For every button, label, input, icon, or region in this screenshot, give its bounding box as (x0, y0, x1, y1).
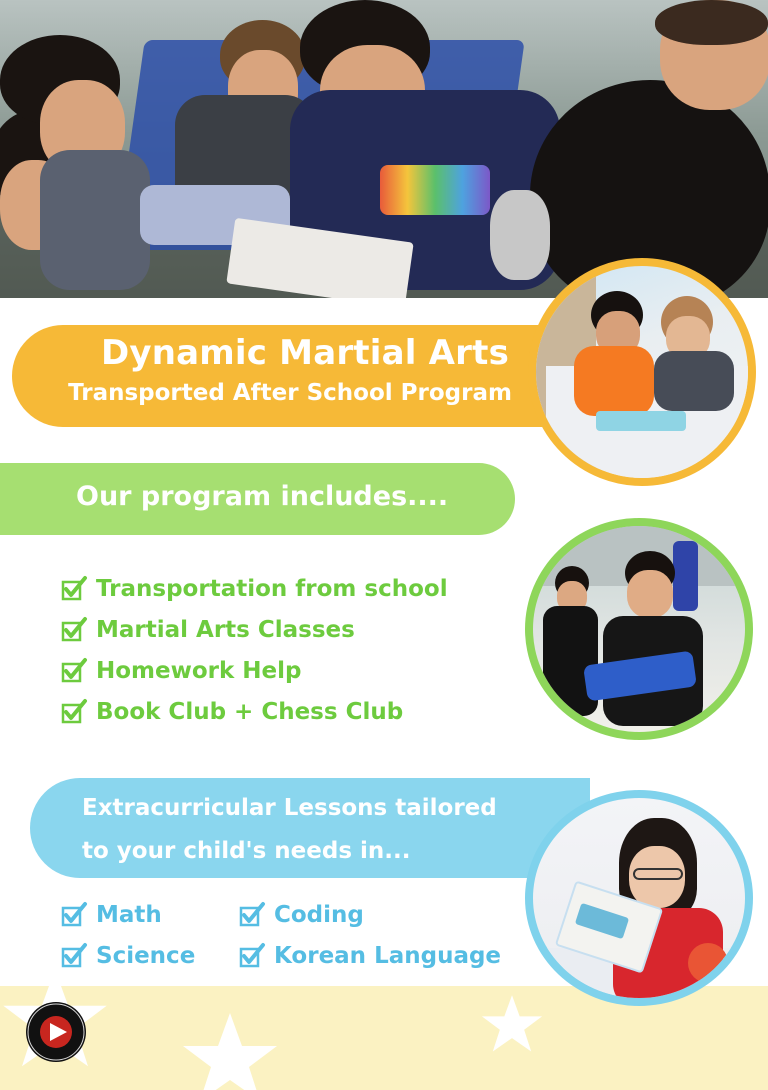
program-item-label: Homework Help (96, 657, 302, 684)
star-icon (180, 1008, 280, 1090)
extracurricular-list-b (238, 894, 501, 976)
page-title: Dynamic Martial Arts (100, 333, 510, 373)
program-list (60, 568, 448, 732)
list-item (60, 894, 195, 935)
school-logo (26, 1002, 86, 1062)
checkbox-check-icon (60, 575, 88, 603)
checkbox-check-icon (60, 901, 88, 929)
page-subtitle: Transported After School Program (68, 380, 512, 406)
program-item-label: Transportation from school (96, 575, 448, 602)
lesson-label: Coding (274, 901, 364, 928)
list-item (238, 894, 501, 935)
photo-girl-reading (525, 790, 753, 1006)
checkbox-check-icon (60, 657, 88, 685)
lesson-label: Science (96, 942, 196, 969)
photo-martial-arts-kids (525, 518, 753, 740)
checkbox-check-icon (238, 901, 266, 929)
extracurricular-heading-line1: Extracurricular Lessons tailored (82, 795, 497, 821)
list-item (60, 568, 448, 609)
list-item (60, 650, 448, 691)
lesson-label: Math (96, 901, 162, 928)
program-heading: Our program includes.... (76, 481, 449, 512)
program-item-label: Book Club + Chess Club (96, 698, 404, 725)
lesson-label: Korean Language (274, 942, 502, 969)
checkbox-check-icon (60, 616, 88, 644)
list-item (238, 935, 501, 976)
checkbox-check-icon (238, 942, 266, 970)
list-item (60, 609, 448, 650)
extracurricular-heading-line2: to your child's needs in... (82, 838, 411, 864)
checkbox-check-icon (60, 698, 88, 726)
program-item-label: Martial Arts Classes (96, 616, 355, 643)
photo-kids-crafting (528, 258, 756, 486)
list-item (60, 691, 448, 732)
hero-photo (0, 0, 768, 298)
star-icon (480, 992, 544, 1056)
